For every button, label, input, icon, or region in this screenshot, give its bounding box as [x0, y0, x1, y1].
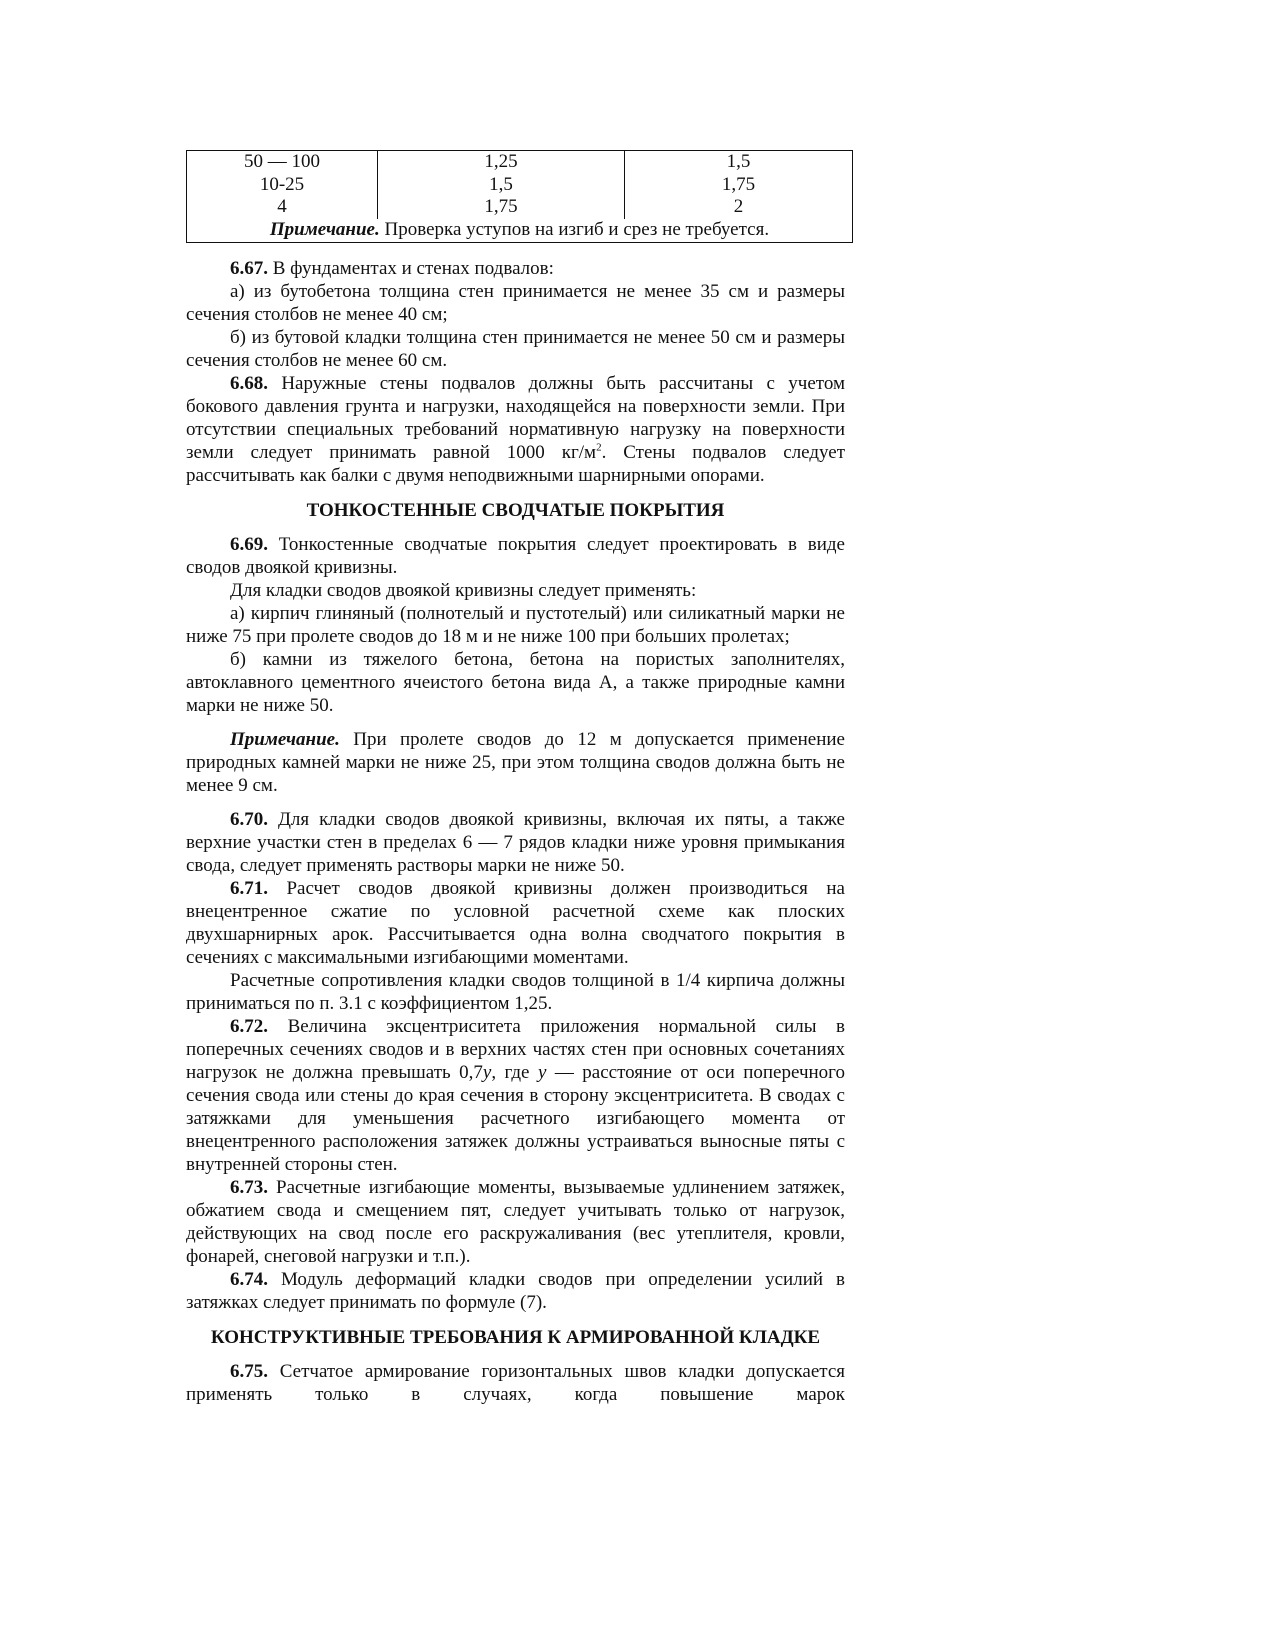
note-text: Проверка уступов на изгиб и срез не требуется.	[379, 218, 770, 240]
table-cell	[187, 151, 378, 219]
cell-value: 50 — 100	[244, 151, 320, 172]
clause-6-75	[186, 1360, 845, 1406]
clause-number: 6.70.	[230, 809, 268, 830]
document-page	[186, 150, 845, 1406]
section-heading-reinforced-masonry: КОНСТРУКТИВНЫЕ ТРЕБОВАНИЯ К АРМИРОВАННОЙ КЛАДКЕ	[210, 1327, 821, 1348]
cell-value: 4	[277, 196, 287, 217]
note-label: Примечание.	[269, 218, 380, 240]
clause-6-69-b: б) камни из тяжелого бетона, бетона на пористых заполнителях, автоклавного цементного ячеистого бетона вида А, а также природные камни марки не ниже 50.	[186, 649, 845, 716]
clause-text: Расчет сводов двоякой кривизны должен производиться на внецентренное сжатие по условной расчетной схеме как плоских двухшарнирных арок. Рассчитывается одна волна сводчатого покрытия в сечениях с максимальными изгибающими моментами.	[186, 878, 845, 968]
table-note-row	[187, 219, 853, 243]
clause-6-74	[186, 1268, 845, 1314]
cell-value: 10-25	[259, 173, 305, 195]
clause-6-69-a: а) кирпич глиняный (полнотелый и пустотелый) или силикатный марки не ниже 75 при пролете сводов до 18 м и не ниже 100 при больших пролетах;	[186, 603, 845, 647]
clause-6-67-b: б) из бутовой кладки толщина стен принимается не менее 50 см и размеры сечения столбов не менее 60 см.	[186, 327, 845, 371]
clause-text: Величина эксцентриситета приложения нормальной силы в поперечных сечениях сводов и в верхних частях стен при основных сочетаниях нагрузок не должна превышать 0,7	[186, 1016, 845, 1083]
cell-value: 1,25	[484, 151, 518, 172]
clause-6-67-a: а) из бутобетона толщина стен принимается не менее 35 см и размеры сечения столбов не менее 40 см;	[186, 281, 845, 325]
table-cell	[378, 151, 625, 219]
clause-text: , где	[491, 1062, 538, 1083]
clause-number: 6.74.	[230, 1269, 268, 1290]
clause-6-71	[186, 877, 845, 969]
table-cell	[625, 151, 853, 219]
clause-text: Наружные стены подвалов должны быть рассчитаны с учетом бокового давления грунта и нагрузки, находящейся на поверхности земли. При отсутствии специальных требований нормативную нагрузку на поверхности земли следует принимать равной 1000 кг/м	[186, 373, 845, 463]
table-row	[187, 151, 853, 219]
clause-number: 6.75.	[230, 1361, 268, 1382]
clause-number: 6.68.	[230, 373, 268, 394]
clause-text: В фундаментах и стенах подвалов:	[268, 258, 554, 279]
clause-text: Сетчатое армирование горизонтальных швов кладки допускается применять только в случаях, когда повышение марок	[186, 1361, 845, 1405]
section-heading-vaulted-roofs: ТОНКОСТЕННЫЕ СВОДЧАТЫЕ ПОКРЫТИЯ	[306, 500, 725, 521]
note-text: При пролете сводов до 12 м допускается применение природных камней марки не ниже 25, при этом толщина сводов должна быть не менее 9 см.	[186, 729, 845, 796]
clause-number: 6.69.	[230, 534, 268, 555]
clause-text: Тонкостенные сводчатые покрытия следует проектировать в виде сводов двоякой кривизны.	[186, 534, 845, 578]
clause-6-71-cont: Расчетные сопротивления кладки сводов толщиной в 1/4 кирпича должны приниматься по п. 3.1 с коэффициентом 1,25.	[186, 970, 845, 1014]
superscript: 2	[596, 441, 602, 454]
clause-text: Для кладки сводов двоякой кривизны, включая их пяты, а также верхние участки стен в пределах 6 — 7 рядов кладки ниже уровня примыкания свода, следует применять растворы марки не ниже 50.	[186, 809, 845, 876]
cell-value: 1,75	[484, 196, 518, 217]
variable: y	[537, 1062, 547, 1083]
clause-number: 6.72.	[230, 1016, 268, 1037]
variable: y	[482, 1062, 492, 1083]
clause-6-70	[186, 808, 845, 877]
clause-6-69-intro: Для кладки сводов двоякой кривизны следует применять:	[230, 580, 697, 601]
clause-text: Расчетные изгибающие моменты, вызываемые удлинением затяжек, обжатием свода и смещением пят, следует учитывать только от нагрузок, действующих на свод после его раскружаливания (вес утеплителя, кровли, фонарей, снеговой нагрузки и т.п.).	[186, 1177, 845, 1267]
clause-text: Модуль деформаций кладки сводов при определении усилий в затяжках следует принимать по формуле (7).	[186, 1269, 845, 1313]
clause-6-72	[186, 1015, 845, 1176]
table-note	[187, 219, 853, 243]
clause-6-69	[186, 533, 845, 579]
note-label: Примечание.	[230, 729, 340, 750]
clause-text: — расстояние от оси поперечного сечения свода или стены до края сечения в сторону эксцентриситета. В сводах с затяжками для уменьшения расчетного изгибающего момента от внецентренного расположения затяжек должны устраиваться выносные пяты с внутренней стороны стен.	[186, 1062, 845, 1175]
cell-value: 1,5	[726, 151, 751, 172]
note-paragraph	[186, 728, 845, 797]
clause-number: 6.71.	[230, 878, 268, 899]
clause-6-67	[186, 257, 845, 280]
cell-value: 1,5	[489, 173, 513, 195]
clause-number: 6.73.	[230, 1177, 268, 1198]
coefficients-table	[186, 150, 853, 243]
clause-number: 6.67.	[230, 258, 268, 279]
cell-value: 1,75	[721, 173, 756, 195]
clause-6-73	[186, 1176, 845, 1268]
clause-text: . Стены подвалов следует рассчитывать как балки с двумя неподвижными шарнирными опорами.	[186, 442, 846, 486]
clause-6-68	[186, 372, 845, 487]
cell-value: 2	[733, 196, 744, 217]
